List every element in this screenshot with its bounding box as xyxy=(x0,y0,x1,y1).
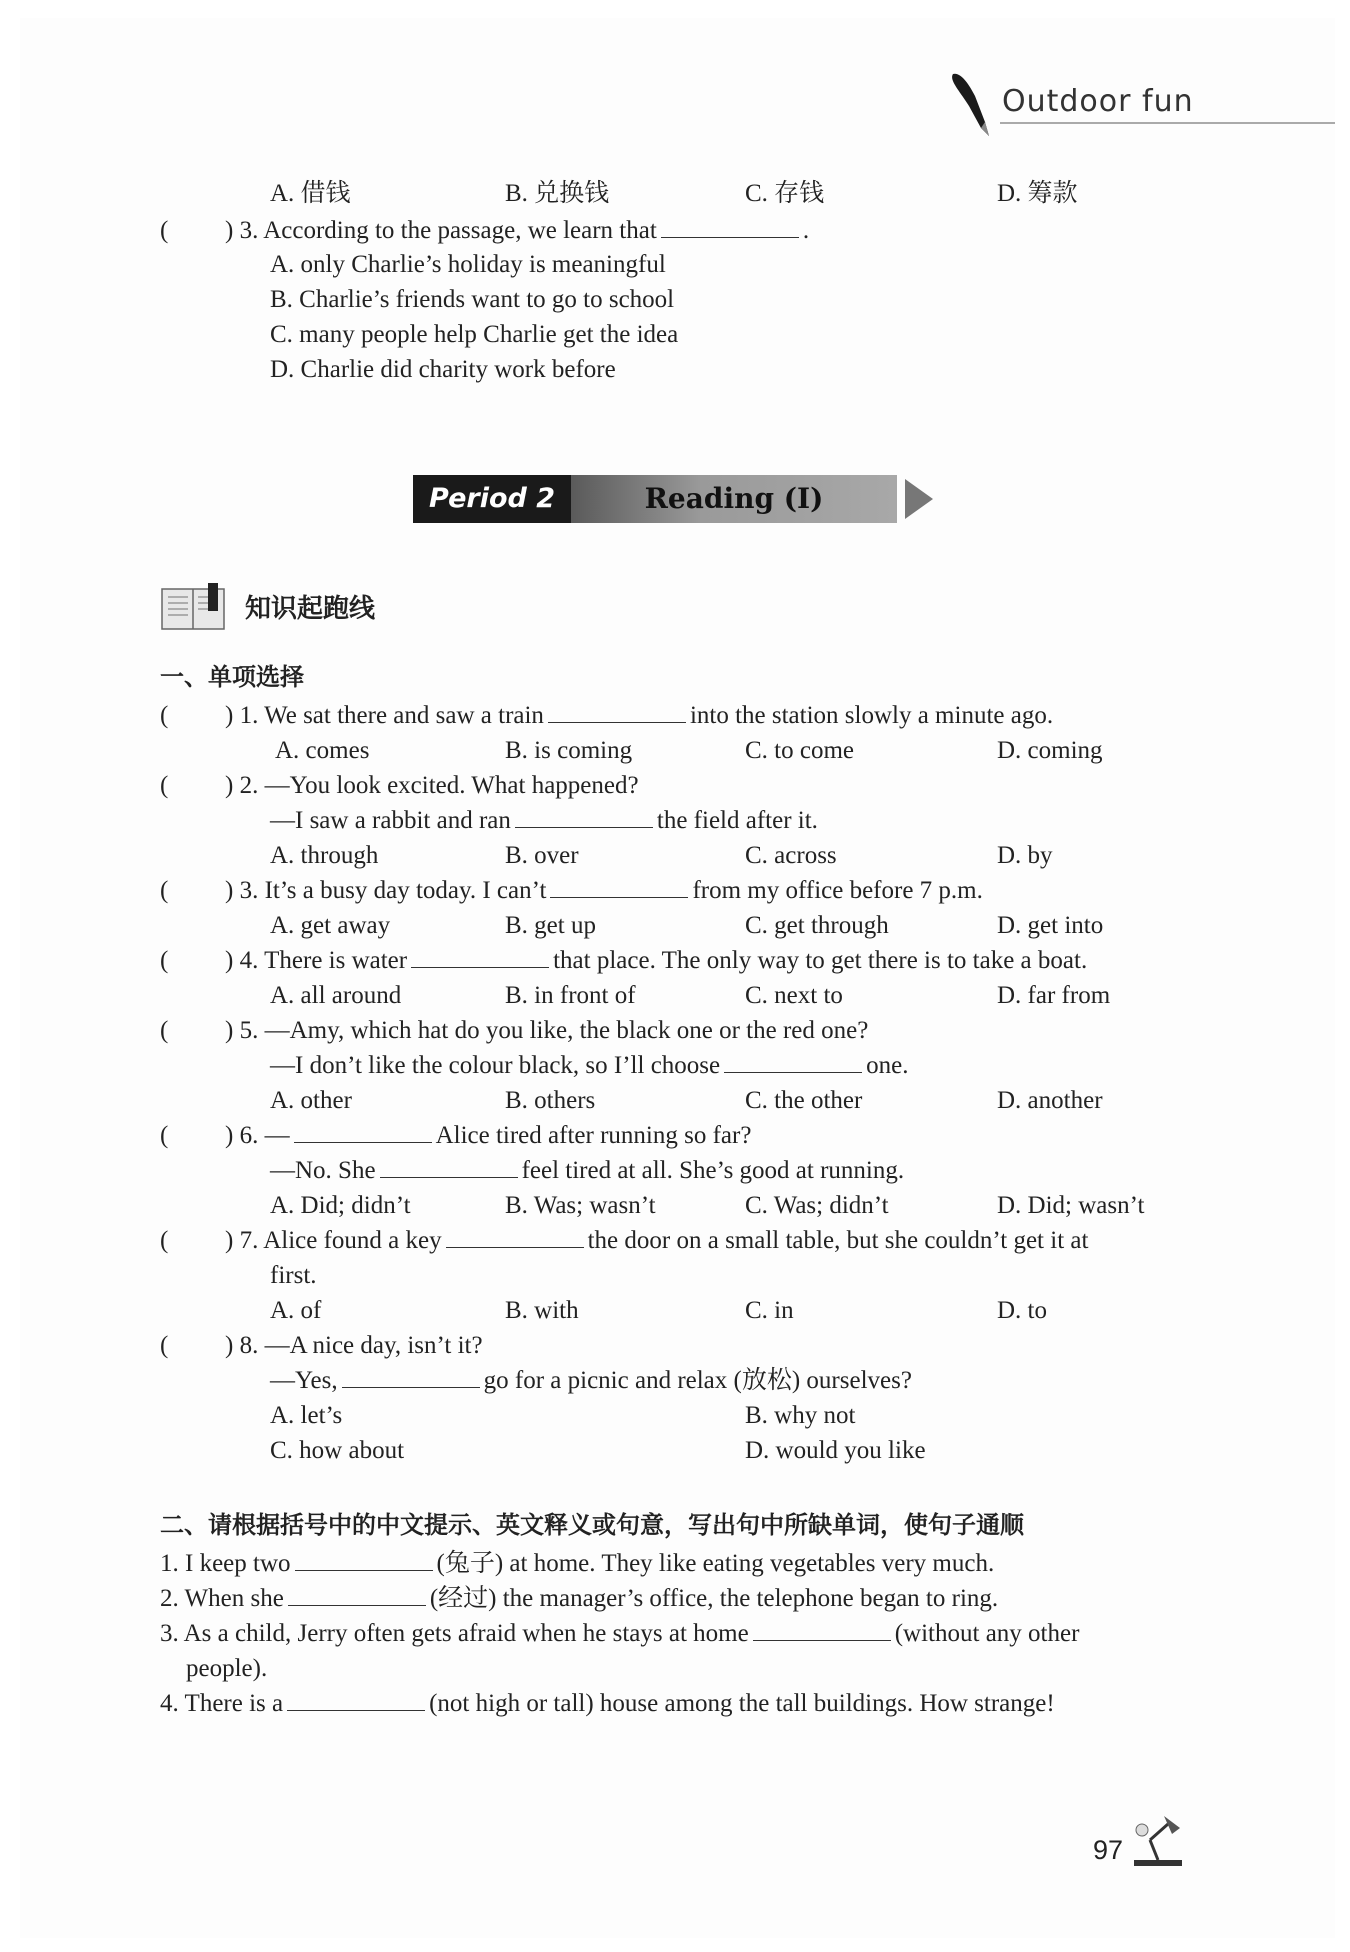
book-icon xyxy=(160,583,226,638)
sentence-2-text-a: 2. When she xyxy=(160,1585,284,1612)
answer-paren: ( xyxy=(160,1332,169,1359)
prev-q3-stem-b: . xyxy=(802,217,810,244)
answer-blank[interactable] xyxy=(548,700,686,723)
q6-option-d: D. Did; wasn’t xyxy=(997,1192,1145,1219)
q8-option-b: B. why not xyxy=(745,1402,856,1429)
q5-option-c: C. the other xyxy=(745,1087,863,1114)
prev-q3-option-b: B. Charlie’s friends want to go to school xyxy=(270,286,675,313)
answer-blank[interactable] xyxy=(724,1050,862,1073)
question-5-b xyxy=(270,1050,908,1082)
answer-paren: ( xyxy=(160,1122,169,1149)
q4-option-a: A. all around xyxy=(270,982,402,1009)
question-7-a xyxy=(225,1225,1088,1257)
question-1-text-b: into the station slowly a minute ago. xyxy=(689,702,1054,729)
q3-option-c: C. get through xyxy=(745,912,889,939)
q4-option-b: B. in front of xyxy=(505,982,636,1009)
q5-option-d: D. another xyxy=(997,1087,1103,1114)
q8-option-d: D. would you like xyxy=(745,1437,926,1464)
sentence-2 xyxy=(160,1583,998,1615)
prev-q3-option-a: A. only Charlie’s holiday is meaningful xyxy=(270,251,666,278)
q2-option-c: C. across xyxy=(745,842,837,869)
question-8-text-c: go for a picnic and relax (放松) ourselves? xyxy=(483,1367,912,1394)
sentence-3-text-a: 3. As a child, Jerry often gets afraid when he stays at home xyxy=(160,1620,749,1647)
prev-q3-option-d: D. Charlie did charity work before xyxy=(270,356,616,383)
q2-option-d: D. by xyxy=(997,842,1053,869)
question-3 xyxy=(225,875,983,907)
q6-option-a: A. Did; didn’t xyxy=(270,1192,411,1219)
question-6-text-b: Alice tired after running so far? xyxy=(435,1122,752,1149)
question-4-text-b: that place. The only way to get there is to take a boat. xyxy=(553,947,1088,974)
q1-option-d: D. coming xyxy=(997,737,1103,764)
question-6-text-d: feel tired at all. She’s good at running. xyxy=(521,1157,905,1184)
page xyxy=(20,18,1335,1938)
q5-option-b: B. others xyxy=(505,1087,596,1114)
header-rule xyxy=(1000,122,1335,124)
prev-q2-option-d: D. 筹款 xyxy=(997,180,1078,207)
question-5-text-b: —I don’t like the colour black, so I’ll choose xyxy=(270,1052,721,1079)
question-2-a: ) 2. —You look excited. What happened? xyxy=(225,772,639,799)
q7-option-a: A. of xyxy=(270,1297,322,1324)
q7-option-d: D. to xyxy=(997,1297,1047,1324)
question-7-c: first. xyxy=(270,1262,317,1289)
question-6-b xyxy=(270,1155,904,1187)
question-2-b xyxy=(270,805,818,837)
answer-blank[interactable] xyxy=(446,1225,584,1248)
prev-q2-option-c: C. 存钱 xyxy=(745,180,825,207)
question-7-text-b: the door on a small table, but she couldn’t get it at xyxy=(587,1227,1089,1254)
answer-blank[interactable] xyxy=(753,1618,891,1641)
q1-option-b: B. is coming xyxy=(505,737,633,764)
q8-option-a: A. let’s xyxy=(270,1402,343,1429)
arrow-icon xyxy=(905,479,933,519)
q3-option-b: B. get up xyxy=(505,912,596,939)
answer-paren: ( xyxy=(160,702,169,729)
answer-paren: ( xyxy=(160,1017,169,1044)
question-5-a: ) 5. —Amy, which hat do you like, the black one or the red one? xyxy=(225,1017,869,1044)
question-6-a xyxy=(225,1120,751,1152)
answer-paren: ( xyxy=(160,877,169,904)
question-1 xyxy=(225,700,1053,732)
sentence-1-text-a: 1. I keep two xyxy=(160,1550,291,1577)
q1-option-c: C. to come xyxy=(745,737,855,764)
answer-blank[interactable] xyxy=(288,1583,426,1606)
answer-blank[interactable] xyxy=(380,1155,518,1178)
answer-paren: ( xyxy=(160,772,169,799)
question-2-text-c: the field after it. xyxy=(656,807,818,834)
sentence-3-continued: people). xyxy=(186,1655,268,1682)
answer-blank[interactable] xyxy=(411,945,549,968)
answer-paren: ( xyxy=(160,217,169,244)
question-8-a: ) 8. —A nice day, isn’t it? xyxy=(225,1332,483,1359)
prev-q3-stem-a: ) 3. According to the passage, we learn that xyxy=(225,217,657,244)
prev-q3-stem xyxy=(225,215,809,247)
q3-option-a: A. get away xyxy=(270,912,391,939)
question-8-b xyxy=(270,1365,912,1397)
answer-blank[interactable] xyxy=(295,1548,433,1571)
sentence-1 xyxy=(160,1548,994,1580)
period-label: Period 2 xyxy=(413,475,571,523)
question-2-text-b: —I saw a rabbit and ran xyxy=(270,807,511,834)
q4-option-c: C. next to xyxy=(745,982,843,1009)
question-4-text-a: ) 4. There is water xyxy=(225,947,408,974)
prev-q3-option-c: C. many people help Charlie get the idea xyxy=(270,321,679,348)
q7-option-b: B. with xyxy=(505,1297,579,1324)
header-title: Outdoor fun xyxy=(1002,84,1194,119)
prev-q2-option-b: B. 兑换钱 xyxy=(505,180,610,207)
question-7-text-a: ) 7. Alice found a key xyxy=(225,1227,442,1254)
sentence-4-text-a: 4. There is a xyxy=(160,1690,284,1717)
question-1-text-a: ) 1. We sat there and saw a train xyxy=(225,702,544,729)
answer-paren: ( xyxy=(160,947,169,974)
question-8-text-b: —Yes, xyxy=(270,1367,338,1394)
q1-option-a: A. comes xyxy=(275,737,370,764)
q7-option-c: C. in xyxy=(745,1297,794,1324)
answer-paren: ( xyxy=(160,1227,169,1254)
question-6-text-c: —No. She xyxy=(270,1157,376,1184)
question-3-text-b: from my office before 7 p.m. xyxy=(692,877,983,904)
q2-option-b: B. over xyxy=(505,842,579,869)
answer-blank[interactable] xyxy=(294,1120,432,1143)
q3-option-d: D. get into xyxy=(997,912,1104,939)
knowledge-title: 知识起跑线 xyxy=(245,594,376,624)
question-6-text-a: ) 6. — xyxy=(225,1122,290,1149)
q2-option-a: A. through xyxy=(270,842,379,869)
question-4 xyxy=(225,945,1087,977)
sentence-3-text-b: (without any other xyxy=(894,1620,1080,1647)
sentence-4 xyxy=(160,1688,1055,1720)
sentence-4-text-b: (not high or tall) house among the tall buildings. How strange! xyxy=(429,1690,1055,1717)
sentence-3 xyxy=(160,1618,1079,1650)
page-number: 97 xyxy=(1093,1835,1124,1865)
q4-option-d: D. far from xyxy=(997,982,1111,1009)
period-banner xyxy=(413,475,933,523)
section2-title: 二、请根据括号中的中文提示、英文释义或句意，写出句中所缺单词，使句子通顺 xyxy=(160,1511,1024,1539)
q6-option-b: B. Was; wasn’t xyxy=(505,1192,656,1219)
pen-icon xyxy=(945,70,995,147)
q6-option-c: C. Was; didn’t xyxy=(745,1192,889,1219)
q8-option-c: C. how about xyxy=(270,1437,405,1464)
section1-title: 一、单项选择 xyxy=(160,663,304,691)
period-title: Reading (I) xyxy=(571,475,897,523)
answer-blank[interactable] xyxy=(550,875,688,898)
question-5-text-c: one. xyxy=(866,1052,909,1079)
question-3-text-a: ) 3. It’s a busy day today. I can’t xyxy=(225,877,547,904)
sentence-2-text-b: (经过) the manager’s office, the telephone began to ring. xyxy=(429,1585,999,1612)
lamp-icon xyxy=(1128,1810,1188,1875)
answer-blank[interactable] xyxy=(287,1688,425,1711)
answer-blank[interactable] xyxy=(342,1365,480,1388)
q5-option-a: A. other xyxy=(270,1087,352,1114)
sentence-1-text-b: (兔子) at home. They like eating vegetables very much. xyxy=(436,1550,995,1577)
prev-q2-option-a: A. 借钱 xyxy=(270,180,351,207)
answer-blank[interactable] xyxy=(515,805,653,828)
answer-blank[interactable] xyxy=(661,215,799,238)
